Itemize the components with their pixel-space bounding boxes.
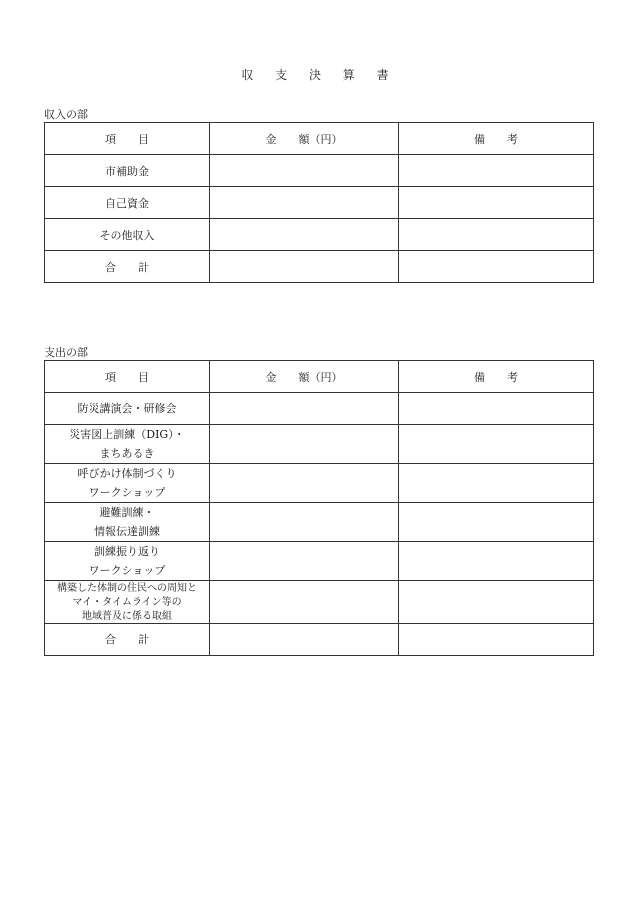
income-total-amount-cell[interactable] xyxy=(210,251,399,283)
income-amount-cell[interactable] xyxy=(210,155,399,187)
expense-item-line: ワークショップ xyxy=(88,564,166,577)
document-title: 収 支 決 算 書 xyxy=(241,68,398,82)
expense-header-amount: 金 額（円） xyxy=(210,361,399,393)
expense-item-line: 合 計 xyxy=(105,633,149,646)
expense-item-line: 訓練振り返り xyxy=(94,545,160,558)
expense-item-line: 防災講演会・研修会 xyxy=(77,402,177,415)
expense-item-evacuation-drill xyxy=(45,503,210,542)
expense-total-amount-cell[interactable] xyxy=(210,624,399,656)
expense-row-total xyxy=(45,624,594,656)
income-table xyxy=(44,122,594,283)
expense-amount-cell[interactable] xyxy=(210,425,399,464)
expense-item-line: 災害図上訓練（DIG）・ xyxy=(69,428,185,441)
expense-amount-cell[interactable] xyxy=(210,464,399,503)
expense-remarks-cell[interactable] xyxy=(399,464,594,503)
expense-item-line: 地域普及に係る取組 xyxy=(82,611,172,622)
income-row-other xyxy=(45,219,594,251)
expense-remarks-cell[interactable] xyxy=(399,581,594,624)
expense-header-row xyxy=(45,361,594,393)
expense-amount-cell[interactable] xyxy=(210,393,399,425)
income-item-other: その他収入 xyxy=(45,219,210,251)
expense-item-line: ワークショップ xyxy=(88,486,166,499)
income-row-subsidy xyxy=(45,155,594,187)
income-header-item: 項 目 xyxy=(45,123,210,155)
income-remarks-cell[interactable] xyxy=(399,187,594,219)
expense-item-review-workshop xyxy=(45,542,210,581)
expense-item-community-outreach xyxy=(45,581,210,624)
expense-item-dig xyxy=(45,425,210,464)
income-remarks-cell[interactable] xyxy=(399,155,594,187)
expense-remarks-cell[interactable] xyxy=(399,393,594,425)
expense-row-review-workshop xyxy=(45,542,594,581)
expense-table xyxy=(44,360,594,656)
expense-item-line: 避難訓練・ xyxy=(99,506,155,519)
income-header-row xyxy=(45,123,594,155)
expense-header-remarks: 備 考 xyxy=(399,361,594,393)
expense-item-line: 情報伝達訓練 xyxy=(94,525,160,538)
income-header-amount: 金 額（円） xyxy=(210,123,399,155)
expense-item-lecture xyxy=(45,393,210,425)
expense-amount-cell[interactable] xyxy=(210,581,399,624)
expense-row-community-outreach xyxy=(45,581,594,624)
expense-row-lecture xyxy=(45,393,594,425)
income-row-own-funds xyxy=(45,187,594,219)
expense-total-remarks-cell[interactable] xyxy=(399,624,594,656)
expense-amount-cell[interactable] xyxy=(210,542,399,581)
expense-item-total xyxy=(45,624,210,656)
expense-row-evacuation-drill xyxy=(45,503,594,542)
income-total-remarks-cell[interactable] xyxy=(399,251,594,283)
expense-item-line: 構築した体制の住民への周知と xyxy=(57,583,197,594)
income-item-total: 合 計 xyxy=(45,251,210,283)
income-item-subsidy: 市補助金 xyxy=(45,155,210,187)
income-amount-cell[interactable] xyxy=(210,187,399,219)
expense-row-dig xyxy=(45,425,594,464)
expense-row-workshop-setup xyxy=(45,464,594,503)
expense-remarks-cell[interactable] xyxy=(399,542,594,581)
expense-item-line: まちあるき xyxy=(99,447,155,460)
expense-remarks-cell[interactable] xyxy=(399,425,594,464)
income-section-label: 収入の部 xyxy=(44,108,88,121)
income-remarks-cell[interactable] xyxy=(399,219,594,251)
expense-item-line: 呼びかけ体制づくり xyxy=(77,467,177,480)
expense-remarks-cell[interactable] xyxy=(399,503,594,542)
expense-item-line: マイ・タイムライン等の xyxy=(72,597,182,608)
expense-amount-cell[interactable] xyxy=(210,503,399,542)
expense-section-label: 支出の部 xyxy=(44,346,88,359)
expense-item-workshop-setup xyxy=(45,464,210,503)
income-row-total xyxy=(45,251,594,283)
income-item-own-funds: 自己資金 xyxy=(45,187,210,219)
expense-header-item: 項 目 xyxy=(45,361,210,393)
income-amount-cell[interactable] xyxy=(210,219,399,251)
income-header-remarks: 備 考 xyxy=(399,123,594,155)
